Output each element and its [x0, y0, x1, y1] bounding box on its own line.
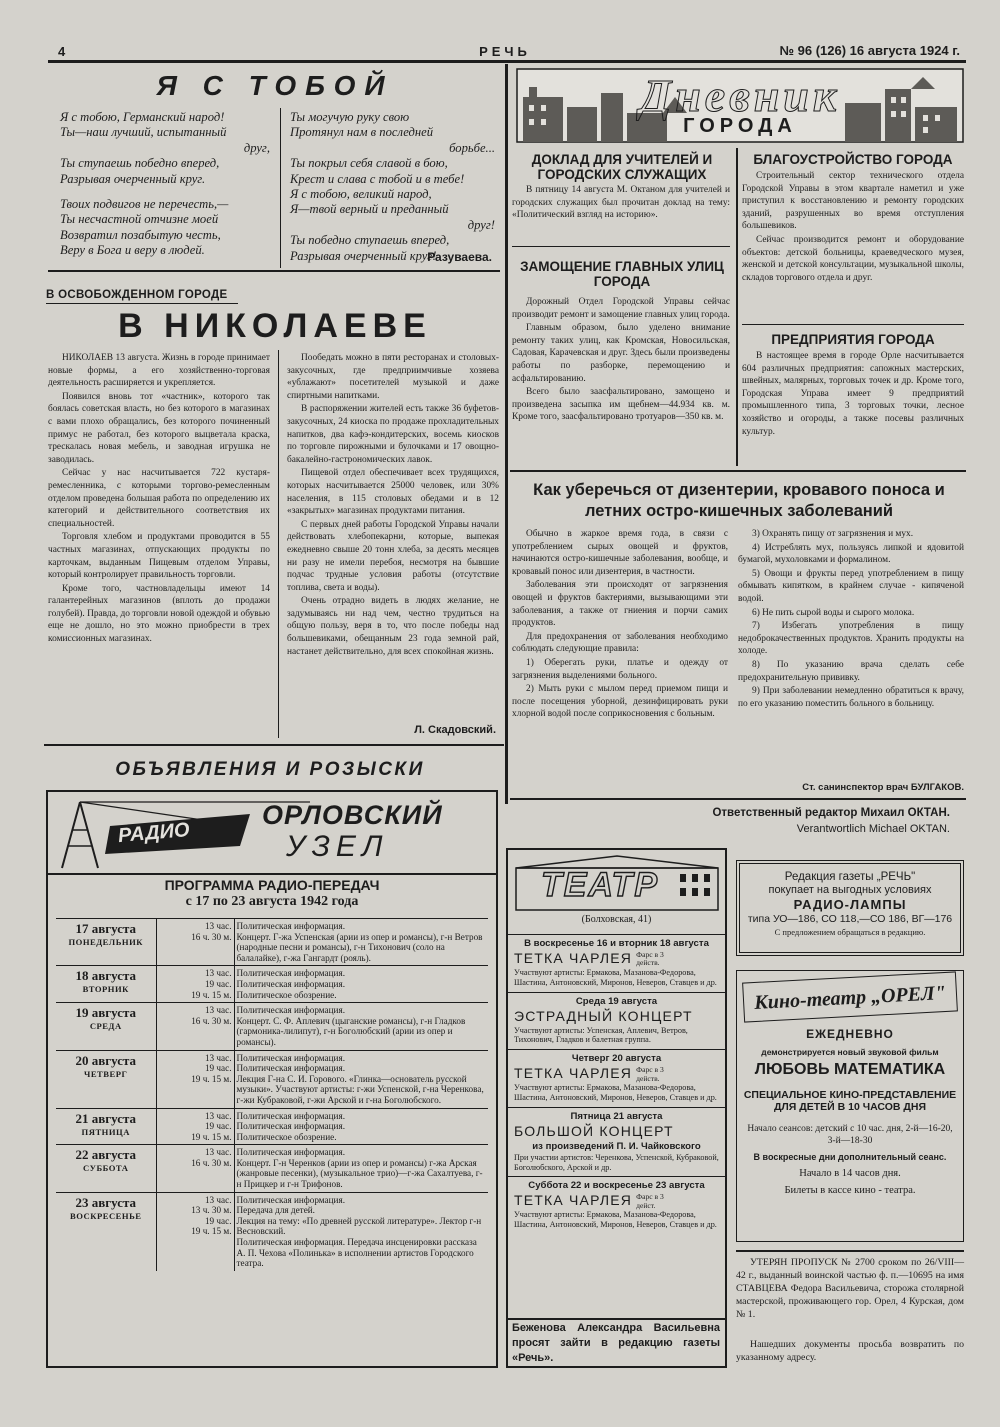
radio-logo-top: ОРЛОВСКИЙ: [262, 800, 443, 830]
theatre-show-cast: Участвуют артисты: Ермакова, Мазанова-Федорова, Шастина, Антоновский, Миронов, Неверов, Ставцев и др.: [514, 968, 717, 987]
radio-day-row: [56, 1050, 488, 1108]
radio-item: Политическая информация.: [236, 1121, 345, 1132]
poem-line: Ты несчастной отчизне моей: [60, 212, 219, 227]
dysentery-bottom-rule: [510, 798, 966, 800]
radio-item: Политическая информация. Передача инсценировки рассказа А. П. Чехова «Полинька» в исполнении артистов Городского театра.: [236, 1237, 477, 1269]
theatre-show-title: ТЕТКА ЧАРЛЕЯ: [514, 1065, 633, 1082]
nik-paragraph: В распоряжении жителей есть также 36 буфетов-закусочных, 24 киоска по продаже прохладительных напитков, два кафэ-кондитерских, восемь киосков по торговле пирожными и булочками и 17 овощно-бакалейно-гастрономических лавок.: [287, 404, 499, 465]
nik-col1: [48, 352, 270, 740]
nik-paragraph: Кроме того, частновладельцы имеют 14 галантерейных магазинов (вплоть до продажи голубей). Правда, до торговли новой одеждой и обувью еще не дошло, но это можно приобрести в трех комиссионных магазинах.: [48, 583, 270, 645]
theatre-show-cast: Участвуют артисты: Ермакова, Мазанова-Федорова, Шастина, Антоновский, Миронов, Неверов, Ставцев и др.: [514, 1210, 717, 1230]
kino-special1: СПЕЦИАЛЬНОЕ КИНО-ПРЕДСТАВЛЕНИЕ: [743, 1089, 957, 1101]
poem-line: Крест и слава с тобой и в тебе!: [290, 171, 465, 186]
theatre-logo-text: ТЕАТР: [540, 866, 659, 904]
radio-item: Политическая информация.: [236, 968, 345, 979]
poem-line: Твоих подвигов не перечесть,—: [60, 197, 229, 212]
nik-bottom-rule: [44, 744, 504, 746]
radio-day-date: 19 августа: [75, 1005, 137, 1021]
radio-item: Концерт. Г-н Черенков (арии из опер и романсы) г-жа Арская (жанровые песенки), (музыкальное трио)—г-жа Сахалтуева, г-н Прицкер и г-н Трифонов.: [236, 1157, 483, 1190]
radio-day-date: 18 августа: [75, 968, 137, 984]
streets-paragraph: Всего было заасфальтировано, замощено и произведена засыпка им щебнем—44.934 кв. м. Кроме того, заасфальтировано тротуаров—350 кв. м.: [512, 387, 730, 423]
radio-item: Политическая информация.: [236, 1110, 345, 1121]
theatre-show-genre: Фарс в 3 дейст.: [636, 1192, 664, 1210]
radio-day-weekday: СРЕДА: [89, 1021, 122, 1032]
radio-time: 19 ч. 15 м.: [191, 1073, 232, 1084]
radio-item: Политическая информация.: [236, 1063, 345, 1074]
poem-line: Разрывая очерченный круг!: [290, 248, 437, 263]
kino-start: Начало в 14 часов дня.: [799, 1168, 901, 1179]
editor-line2: Verantwortlich Michael OKTAN.: [796, 823, 950, 835]
radio-item: Политическая информация.: [236, 1194, 345, 1205]
radio-time: 19 час.: [204, 1215, 232, 1226]
radio-items-cell: [234, 919, 488, 966]
poem-line: Ты—наш лучший, испытанный: [60, 125, 227, 140]
dysentery-rule-item: 9) При заболевании немедленно обратиться к врачу, по его указанию поместить больного в больницу.: [738, 686, 964, 709]
blag-rule: [742, 324, 964, 325]
radio-item: Политическая информация.: [236, 1005, 345, 1016]
radio-time: 19 ч. 15 м.: [191, 1131, 232, 1142]
theatre-show-cast: При участии артистов: Черенкова, Успенской, Кубраковой, Боголюбского, Арской и др.: [514, 1152, 719, 1172]
nik-paragraph: Торговля хлебом и продуктами проводится в 55 частных магазинах, отпускающих продукты по карточкам, выданным Пищевым отделом Управы, который контролирует правильность торговли.: [48, 532, 270, 581]
nik-paragraph: Пищевой отдел обеспечивает всех трудящихся, которых насчитывается 25000 человек, или 30% населения, в 115 столовых обедами и в 12 «закрытых» магазинах продуктами питания.: [287, 468, 499, 517]
poem-title: Я С ТОБОЙ: [156, 70, 394, 101]
blag-title: БЛАГОУСТРОЙСТВО ГОРОДА: [753, 152, 953, 167]
radio-time: 16 ч. 30 м.: [191, 931, 232, 942]
nik-paragraph: НИКОЛАЕВ 13 августа. Жизнь в городе принимает новые формы, а его хозяйственно-торговая деятельность расширяется и укрепляется.: [48, 353, 270, 389]
lost-text: [736, 1256, 964, 1346]
radio-day-weekday: ВТОРНИК: [82, 984, 129, 995]
nik-column-rule: [278, 350, 279, 738]
nik-col2: [287, 352, 499, 724]
theatre-show: [508, 992, 725, 1050]
radio-day-row: [56, 1108, 488, 1145]
poem-line: Ты ступаешь победно вперед,: [60, 156, 220, 171]
dysentery-rule-item: 3) Охранять пищу от загрязнения и мух.: [752, 529, 914, 539]
nik-kicker: В ОСВОБОЖДЕННОМ ГОРОДЕ: [46, 289, 228, 301]
radio-item: Концерт. С. Ф. Аплевич (цыганские романсы), г-н Гладков (гармоника-лилипут), г-н Боголюбский (арии из опер и романсы).: [236, 1015, 466, 1047]
theatre-show-title-row: [514, 1008, 719, 1026]
radio-day-row: [56, 966, 488, 1003]
radio-day-cell: [56, 1192, 156, 1271]
dysentery-paragraph: 2) Мыть руки с мылом перед приемом пищи и после посещения уборной, дезинфицировать руки хлорной водой после соприкосновения с больным.: [512, 684, 728, 720]
dysentery-paragraph: 1) Оберегать руки, платье и одежду от загрязнения выделениями больного.: [512, 657, 728, 681]
radio-day-weekday: ПОНЕДЕЛЬНИК: [68, 937, 143, 947]
theatre-show-genre: Фарс в 3 действ.: [636, 1065, 664, 1083]
radio-prog-title: ПРОГРАММА РАДИО-ПЕРЕДАЧ: [164, 877, 380, 893]
radio-time: 13 час.: [204, 1194, 232, 1205]
theatre-show-cast: Участвуют артисты: Успенская, Аплевич, Ветров, Тихонович, Гладков и балетная группа.: [514, 1025, 688, 1045]
radio-time: 19 час.: [204, 1121, 232, 1132]
theatre-notice: Беженова Александра Васильевна просят зайти в редакцию газеты «Речь».: [512, 1322, 720, 1364]
radio-item: Лекция Г-на С. И. Горового. «Глинка—основатель русской музыки». Участвуют артисты: г-жи Успенской, г-на Черенкова, г-жи Кубраковой, г-жи Арской и г-на Боголюбского.: [236, 1073, 484, 1105]
theatre-show-sub: из произведений П. И. Чайковского: [532, 1140, 701, 1152]
dysentery-rule-item: 6) Не пить сырой воды и сырого молока.: [752, 607, 915, 618]
radio-times-cell: [156, 966, 234, 1003]
theatre-show-date: Суббота 22 и воскресенье 23 августа: [528, 1180, 705, 1192]
streets-paragraph: Главным образом, было уделено внимание ремонту таких улиц, как Кромская, Новосильская, Садовая, Карачевская и друг. Здесь были произведены работы по разборке, перемощению и асфальтированию.: [512, 323, 730, 384]
poem-author: Разуваева.: [427, 250, 492, 264]
theatre-show-title-row: [514, 1065, 719, 1083]
nik-paragraph: Пообедать можно в пяти ресторанах и столовых-закусочных, где предприимчивые хозяева «ублажают» посетителей музыкой и даже спиртными напитками.: [287, 353, 499, 401]
radio-day-date: 22 августа: [75, 1147, 137, 1163]
radio-item: Политическая информация.: [236, 921, 345, 931]
radio-item: Политическая информация.: [236, 1147, 345, 1158]
pred-paragraph: В настоящее время в городе Орле насчитывается 604 различных предприятия: сапожных мастерских, швейных, малярных, торговых точек и др. Кроме того, Городская Управа имеет 9 предприятий промышленного типа, 3 торговых точки, лесное хозяйство и огороды, а также посевы различных культур.: [742, 351, 964, 437]
theatre-shows: [508, 934, 725, 1306]
theatre-show-title: ТЕТКА ЧАРЛЕЯ: [514, 1192, 633, 1209]
radio-time: 19 ч. 15 м.: [191, 1226, 232, 1237]
theatre-show: [508, 1176, 725, 1234]
kino-sunday: В воскресные дни дополнительный сеанс.: [753, 1152, 947, 1162]
poem-column-rule: [280, 108, 281, 268]
radio-schedule-table: [56, 918, 488, 1271]
dysentery-paragraph: Для предохранения от заболевания необходимо соблюдать следующие правила:: [512, 631, 728, 655]
theatre-logo: [512, 852, 722, 912]
radio-time: 13 час.: [204, 921, 232, 931]
radio-day-date: 17 августа: [75, 921, 137, 936]
poem-line: Я—твой верный и преданный: [290, 202, 449, 217]
radio-times-cell: [156, 1108, 234, 1145]
nik-paragraph: Очень отрадно видеть в людях желание, не задумываясь ни над чем, честно трудиться на общую пользу, веря в то, что после победы над большевиками, обещанным 23 года земной рай, настанет действительно, для всех спокойная жизнь.: [287, 596, 499, 657]
radio-logo-bottom: УЗЕЛ: [286, 830, 389, 863]
poem-line: Возвратил позабытую честь,: [60, 227, 221, 242]
diary-banner: [515, 67, 965, 144]
theatre-show-title: ЭСТРАДНЫЙ КОНЦЕРТ: [514, 1007, 693, 1024]
header-rule: [48, 60, 966, 63]
kino-film: ЛЮБОВЬ МАТЕМАТИКА: [754, 1061, 946, 1078]
doklad-title: ДОКЛАД ДЛЯ УЧИТЕЛЕЙ И ГОРОДСКИХ СЛУЖАЩИХ: [531, 152, 713, 182]
radio-day-weekday: ВОСКРЕСЕНЬЕ: [70, 1210, 142, 1221]
doklad-rule: [512, 246, 730, 247]
radio-times-cell: [156, 1050, 234, 1108]
radio-time: 13 час.: [204, 1005, 232, 1016]
nik-paragraph: С первых дней работы Городской Управы начали действовать хлебопекарни, которые, выпекая ежедневно свыше 20 тонн хлеба, за десять месяцев ни разу не имели перебоя, несмотря на бывшие подчас трудные условия работы (отсутствие топлива, света и воды).: [287, 519, 499, 593]
blag-paragraph: Строительный сектор технического отдела Городской Управы в этом квартале наметил и уже приступил к восстановлению и ремонту городских зданий, разрушенных во время отступления большевиков.: [742, 171, 964, 232]
radio-times-cell: [156, 1145, 234, 1192]
radio-item: Политическое обозрение.: [236, 989, 337, 1000]
kino-daily: ЕЖЕДНЕВНО: [806, 1027, 894, 1041]
nik-author: Л. Скадовский.: [414, 724, 496, 736]
radio-time: 19 час.: [204, 978, 232, 989]
radio-day-row: [56, 919, 488, 966]
theatre-show-title-row: [514, 1192, 719, 1210]
poem-line: Веру в Бога и веру в людей.: [60, 243, 205, 258]
radio-items-cell: [234, 1145, 488, 1192]
nik-title: В НИКОЛАЕВЕ: [118, 307, 432, 345]
radio-day-cell: [56, 1145, 156, 1192]
poem-line: Я с тобою, Германский народ!: [60, 110, 225, 124]
radio-time: 13 час.: [204, 1110, 232, 1121]
lost-note-text: Нашедших документы просьба возвратить по указанному адресу.: [736, 1339, 964, 1363]
streets-paragraph: Дорожный Отдел Городской Управы сейчас производит ремонт и замощение главных улиц города.: [512, 297, 730, 320]
diary-banner-title: Дневник: [639, 70, 841, 121]
nik-kicker-rule: [46, 303, 238, 304]
poem-line: Протянул нам в последней: [290, 125, 434, 140]
radio-day-row: [56, 1003, 488, 1050]
radiolamp-box: [736, 860, 964, 956]
dysentery-rule-item: 4) Истреблять мух, пользуясь липкой и ядовитой бумагой, мухоловками и формалином.: [738, 542, 964, 566]
issue-info: № 96 (126) 16 августа 1924 г.: [779, 43, 960, 58]
main-column-rule: [505, 64, 508, 804]
theatre-show: [508, 1107, 725, 1177]
radio-day-cell: [56, 1050, 156, 1108]
radio-time: 13 час.: [204, 1052, 232, 1063]
poem-line: борьбе...: [449, 140, 495, 155]
radio-time: 13 час.: [204, 1147, 232, 1158]
pred-title: ПРЕДПРИЯТИЯ ГОРОДА: [771, 332, 935, 347]
ads-header: ОБЪЯВЛЕНИЯ И РОЗЫСКИ: [115, 759, 425, 780]
blag-paragraph: Сейчас производится ремонт и оборудование объектов: детской больницы, краеведческого музея, женской и детской консультации, музыкальной школы, складов торгового отдела и друг.: [742, 234, 964, 283]
theatre-address: (Болховская, 41): [581, 914, 652, 925]
dysentery-col2: [738, 528, 964, 778]
theatre-show-cast: Участвуют артисты: Ермакова, Мазанова-Федорова, Шастина, Антоновский, Миронов, Неверов, Ставцев и др.: [514, 1083, 717, 1102]
theatre-show-title: ТЕТКА ЧАРЛЕЯ: [514, 950, 633, 966]
radio-times-cell: [156, 919, 234, 966]
blag-text: [742, 170, 964, 320]
radio-day-cell: [56, 1003, 156, 1050]
diary-banner-sub: ГОРОДА: [683, 115, 797, 137]
kino-demo: демонстрируется новый звуковой фильм: [761, 1047, 939, 1057]
radio-day-date: 21 августа: [75, 1110, 137, 1126]
radio-item: Политическая информация.: [236, 978, 345, 989]
kino-logo: Кино-театр „ОРЕЛ": [742, 971, 958, 1022]
theatre-show-title-row: [514, 1123, 719, 1141]
theatre-show-genre: Фарс в 3 действ.: [636, 949, 664, 968]
poem-bottom-rule: [48, 270, 500, 272]
radio-item: Передача для детей.: [236, 1205, 315, 1216]
kino-sessions: Начало сеансов: детский с 10 час. дня, 2-й—16-20, 3-й—18-30: [747, 1124, 953, 1146]
poem-line: Разрывая очерченный круг.: [60, 171, 206, 186]
radio-item: Лекция на тему: «По древней русской литературе». Лектор г-н Весновский.: [236, 1215, 482, 1237]
poem-line: друг!: [467, 217, 495, 232]
pred-text: [742, 350, 964, 468]
poem-left-column: [60, 110, 270, 272]
dysentery-title: Как уберечься от дизентерии, кровавого поноса и летних остро-кишечных заболеваний: [533, 481, 945, 520]
theatre-show-title: БОЛЬШОЙ КОНЦЕРТ: [514, 1122, 674, 1139]
dysentery-paragraph: Заболевания эти происходят от загрязнения овощей и фруктов бактериями, вызывающими эти заболевания, а также от гниения и порчи самих продуктов.: [512, 580, 728, 629]
editor-line1: Ответственный редактор Михаил ОКТАН.: [712, 807, 950, 819]
radio-logo-rule: [48, 873, 496, 875]
radio-time: 13 час.: [204, 968, 232, 979]
dysentery-paragraph: Обычно в жаркое время года, в связи с употреблением сырых овощей и фруктов, начинаются остро-кишечные заболевания, вообще, и кровавый понос или дизентерия, в частности.: [512, 529, 728, 577]
theatre-show-title-row: [514, 950, 719, 968]
radio-item: Концерт. Г-жа Успенская (арии из опер и романсы), г-н Ветров (народные песни и романсы), г-н Тихонович (соло на балалайке), г-жа Гангардт (рояль).: [236, 931, 483, 963]
kino-special2: ДЛЯ ДЕТЕЙ В 10 ЧАСОВ ДНЯ: [773, 1101, 927, 1113]
theatre-show-date: В воскресенье 16 и вторник 18 августа: [524, 938, 709, 949]
poem-line: Я с тобою, великий народ,: [290, 187, 432, 202]
radiolamp-line4: типа УО—186, СО 118,—СО 186, ВГ—176: [747, 913, 953, 925]
radio-time: 19 час.: [204, 1063, 232, 1074]
radio-logo-radio: РАДИО: [117, 818, 191, 848]
dysentery-col1: [512, 528, 728, 794]
radio-prog-dates: с 17 по 23 августа 1942 года: [185, 894, 359, 909]
theatre-show-date: Среда 19 августа: [575, 995, 658, 1007]
theatre-show-date: Пятница 21 августа: [570, 1110, 663, 1122]
theatre-show-date: Четверг 20 августа: [571, 1053, 662, 1065]
theatre-notice-rule: [508, 1318, 725, 1320]
nik-paragraph: Появился вновь тот «частник», которого так боялась советская власть, но без которого в магазинах с вами плохо обращались, без которого починенный примус не работал, без которого выцветала краска, трескалась новая мебель, и заводная игрушка не заводилась.: [48, 391, 270, 465]
dysentery-rule-item: 7) Избегать употребления в пищу недоброкачественных продуктов. Хранить продукты на холоде.: [738, 621, 964, 657]
radio-items-cell: [234, 1050, 488, 1108]
lost-note: [736, 1338, 964, 1368]
poem-stanza-gap: [60, 187, 270, 197]
radio-time: 16 ч. 30 м.: [191, 1015, 232, 1026]
radio-time: 19 ч. 15 м.: [191, 989, 232, 1000]
radio-day-cell: [56, 919, 156, 966]
radio-day-weekday: ЧЕТВЕРГ: [84, 1068, 128, 1079]
radio-day-weekday: СУББОТА: [83, 1163, 129, 1174]
dysentery-author: Ст. санинспектор врач БУЛГАКОВ.: [802, 782, 964, 793]
radio-time: 13 ч. 30 м.: [191, 1205, 232, 1216]
poem-line: Ты могучую руку свою: [290, 110, 410, 124]
dysentery-rule-item: 5) Овощи и фрукты перед употреблением в пищу обмывать кипятком, в крайнем случае - кипяченой водой.: [738, 568, 964, 604]
radio-day-date: 23 августа: [75, 1194, 137, 1210]
radio-day-cell: [56, 1108, 156, 1145]
doklad-text: [512, 184, 730, 240]
radio-time: 16 ч. 30 м.: [191, 1157, 232, 1168]
radio-items-cell: [234, 1192, 488, 1271]
radiolamp-line1: Редакция газеты „РЕЧЬ": [784, 871, 916, 883]
radio-item: Политическая информация.: [236, 1052, 345, 1063]
nik-paragraph: Сейчас у нас насчитывается 722 кустаря-ремесленника, с которыми торгово-ремесленным отделом проведена большая работа по определению их категорий и действительного соответствия их специальностей.: [48, 468, 270, 529]
diary-bottom-rule: [510, 470, 966, 472]
radio-day-weekday: ПЯТНИЦА: [81, 1126, 130, 1137]
streets-title: ЗАМОЩЕНИЕ ГЛАВНЫХ УЛИЦ ГОРОДА: [520, 259, 724, 289]
streets-text: [512, 296, 730, 466]
diary-column-rule: [736, 148, 738, 466]
radio-schedule: [56, 918, 488, 1364]
radio-day-cell: [56, 966, 156, 1003]
dysentery-rule-item: 8) По указанию врача сделать себе предохранительную прививку.: [738, 659, 964, 683]
poem-line: Ты победно ступаешь вперед,: [290, 233, 450, 248]
page-number: 4: [58, 44, 66, 59]
radio-logo: [50, 794, 494, 872]
lost-rule: [736, 1250, 964, 1252]
lost-pass-text: УТЕРЯН ПРОПУСК № 2700 сроком по 26/VIII—42 г., выданный воинской частью ф. п.—10695 на имя СТАВЦЕВА Федора Васильевича, сторожа столярной мастерской, проживающего гор. Орел, 4 Курская, дом № 1.: [736, 1257, 964, 1320]
radio-items-cell: [234, 1108, 488, 1145]
radio-item: Политическое обозрение.: [236, 1131, 337, 1142]
radiolamp-line3: РАДИО-ЛАМПЫ: [793, 897, 907, 912]
radio-items-cell: [234, 1003, 488, 1050]
radio-day-date: 20 августа: [75, 1052, 137, 1068]
radio-day-row: [56, 1192, 488, 1271]
radio-times-cell: [156, 1192, 234, 1271]
poem-line: Ты покрыл себя славой в бою,: [290, 156, 448, 171]
kino-tickets: Билеты в кассе кино - театра.: [784, 1185, 916, 1196]
doklad-paragraph: В пятницу 14 августа М. Октаном для учителей и городских служащих был прочитан доклад на тему: «Политический взгляд на историю».: [512, 185, 730, 221]
radio-times-cell: [156, 1003, 234, 1050]
radio-day-row: [56, 1145, 488, 1192]
radio-items-cell: [234, 966, 488, 1003]
paper-name: РЕЧЬ: [479, 44, 531, 59]
radiolamp-line5: С предложением обращаться в редакцию.: [774, 927, 926, 937]
theatre-show: [508, 934, 725, 992]
radiolamp-line2: покупает на выгодных условиях: [768, 884, 932, 896]
kino-box: [736, 970, 964, 1242]
theatre-show: [508, 1049, 725, 1107]
poem-line: друг,: [243, 140, 270, 155]
